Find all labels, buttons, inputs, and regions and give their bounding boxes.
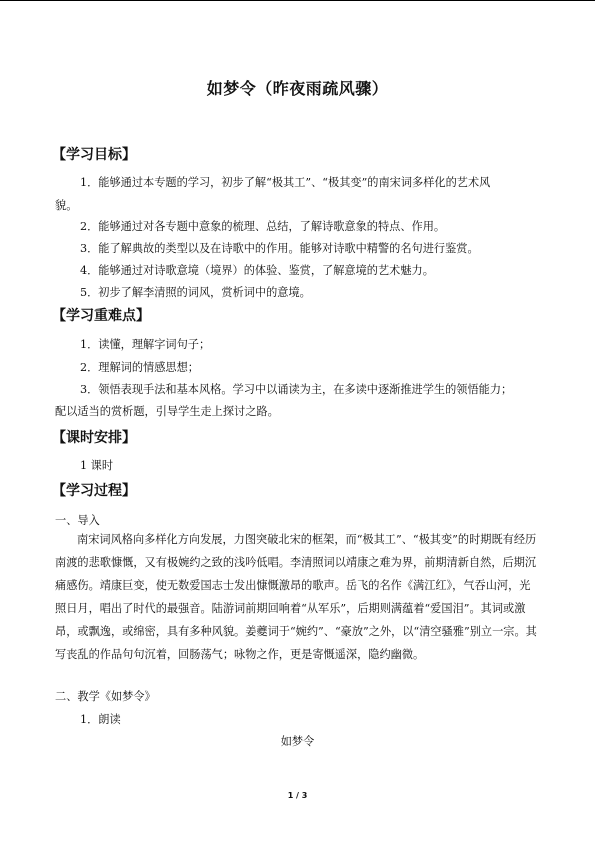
keypoints-heading: 【学习重难点】 (52, 308, 150, 324)
keypoint-item-2: 2．理解词的情感思想； (80, 361, 199, 374)
section-intro-heading: 一、导入 (55, 514, 100, 527)
keypoint-item-3-cont: 配以适当的赏析题，引导学生走上探讨之路。 (55, 405, 279, 418)
process-heading: 【学习过程】 (52, 483, 136, 499)
schedule-value: 1 课时 (80, 459, 114, 472)
schedule-heading: 【课时安排】 (52, 430, 136, 446)
keypoint-item-1: 1．读懂，理解字词句子； (80, 338, 211, 351)
goal-item-2: 2．能够通过对各专题中意象的梳理、总结，了解诗歌意象的特点、作用。 (80, 220, 446, 233)
goal-item-5: 5．初步了解李清照的词风，赏析词中的意境。 (80, 286, 311, 299)
page-number: 1 / 3 (287, 791, 308, 800)
poem-title: 如梦令 (280, 735, 315, 748)
goal-item-4: 4．能够通过对诗歌意境（境界）的体验、鉴赏，了解意境的艺术魅力。 (80, 264, 434, 277)
goal-item-1-cont: 貌。 (55, 199, 78, 212)
step-read-aloud: 1．朗读 (80, 713, 121, 726)
keypoint-item-3: 3．领悟表现手法和基本风格。学习中以诵读为主，在多读中逐渐推进学生的领悟能力； (80, 383, 513, 396)
page-top-rule (0, 0, 595, 1)
goal-item-1: 1．能够通过本专题的学习，初步了解“极其工”、“极其变”的南宋词多样化的艺术风 (80, 176, 491, 189)
section-teaching-heading: 二、教学《如梦令》 (55, 690, 156, 703)
goals-heading: 【学习目标】 (52, 147, 136, 163)
goal-item-3: 3．能了解典故的类型以及在诗歌中的作用。能够对诗歌中精警的名句进行鉴赏。 (80, 242, 479, 255)
intro-paragraph: 南宋词风格向多样化方向发展，力图突破北宋的框架，而“极其工”、“极其变”的时期既有经历南渡的悲歌慷慨，又有极婉约之致的浅吟低唱。李清照词以靖康之难为界，前期清新自然，后期沉痛感伤。靖康巨变，使无数爱国志士发出慷慨激昂的歌声。岳飞的名作《满江红》，气吞山河，光照日月，唱出了时代的最强音。陆游词前期回响着“从军乐”，后期则满蕴着“爱国泪”。其词或激昂，或飘逸，或绵密，具有多种风貌。姜夔词于“婉约”、“豪放”之外，以“清空骚雅”别立一宗。其写丧乱的作品句句沉着，回肠荡气；咏物之作，更是寄慨遥深，隐约幽微。 (55, 533, 537, 661)
page-title: 如梦令（昨夜雨疏风骤） (206, 79, 389, 98)
